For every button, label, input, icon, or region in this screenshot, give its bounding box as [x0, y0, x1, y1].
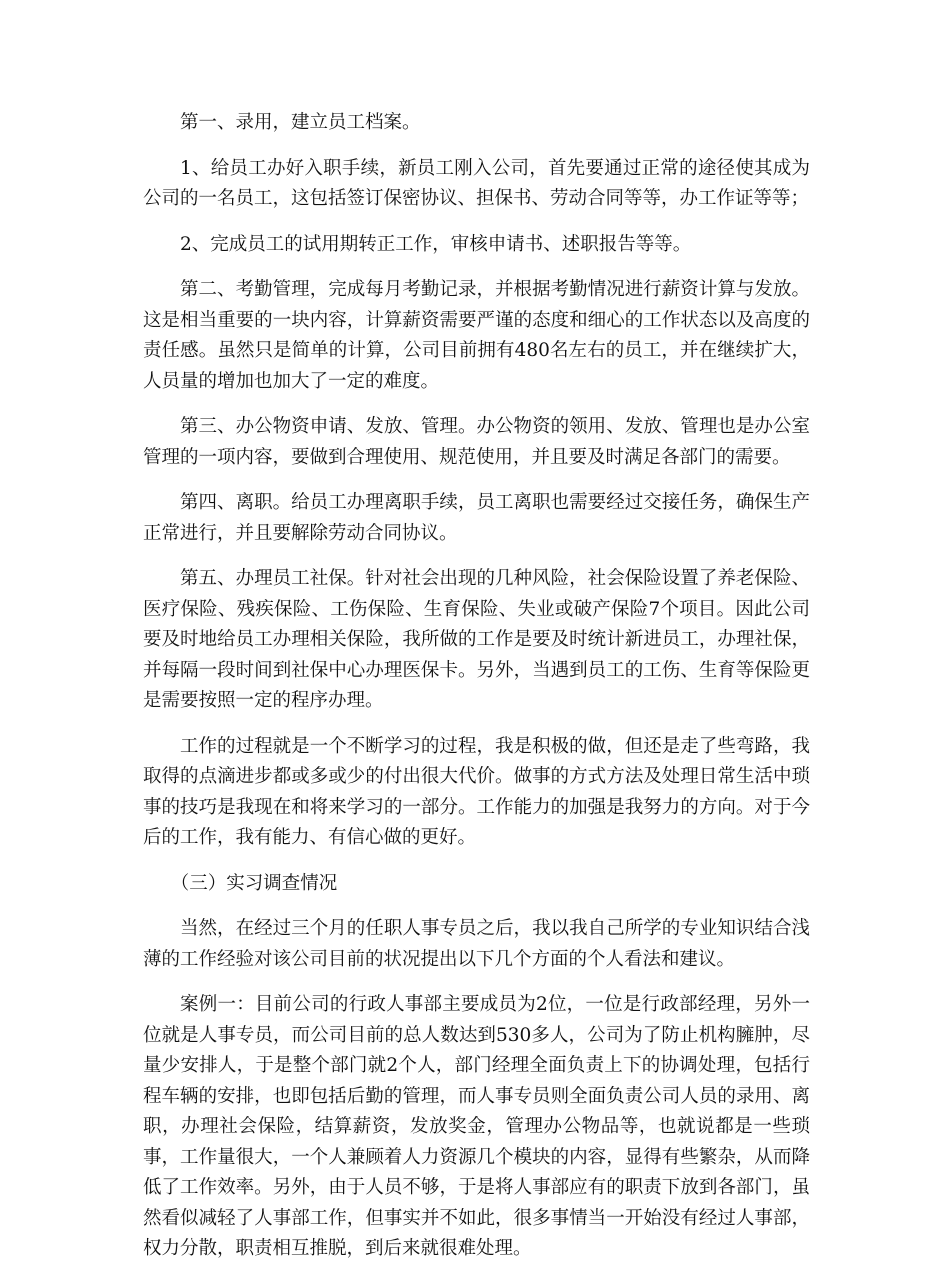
- paragraph-work-reflection: 工作的过程就是一个不断学习的过程，我是积极的做，但还是走了些弯路，我取得的点滴进步都或多或少的付出很大代价。做事的方式方法及处理日常生活中琐事的技巧是我现在和将来学习的一部分。工作能力的加强是我努力的方向。对于今后的工作，我有能力、有信心做的更好。: [143, 735, 810, 848]
- paragraph-onboarding: 1、给员工办好入职手续，新员工刚入公司，首先要通过正常的途径使其成为公司的一名员工，这包括签订保密协议、担保书、劳动合同等等，办工作证等等；: [143, 157, 810, 209]
- section-heading-internship-survey: （三）实习调查情况: [170, 872, 338, 894]
- paragraph-office-supplies: 第三、办公物资申请、发放、管理。办公物资的领用、发放、管理也是办公室管理的一项内容，要做到合理使用、规范使用，并且要及时满足各部门的需要。: [143, 416, 810, 468]
- paragraph-probation: 2、完成员工的试用期转正工作，审核申请书、述职报告等等。: [180, 233, 692, 255]
- paragraph-resignation: 第四、离职。给员工办理离职手续，员工离职也需要经过交接任务，确保生产正常进行，并且要解除劳动合同协议。: [143, 492, 810, 544]
- paragraph-section-one-heading: 第一、录用，建立员工档案。: [180, 112, 421, 133]
- document-body: [143, 108, 810, 1280]
- paragraph-social-insurance: 第五、办理员工社保。针对社会出现的几种风险，社会保险设置了养老保险、医疗保险、残疾保险、工伤保险、生育保险、失业或破产保险7个项目。因此公司要及时地给员工办理相关保险，我所做的工作是要及时统计新进员工，办理社保，并每隔一段时间到社保中心办理医保卡。另外，当遇到员工的工伤、生育等保险更是需要按照一定的程序办理。: [143, 568, 810, 711]
- paragraph-attendance: 第二、考勤管理，完成每月考勤记录，并根据考勤情况进行薪资计算与发放。这是相当重要的一块内容，计算薪资需要严谨的态度和细心的工作状态以及高度的责任感。虽然只是简单的计算，公司目前拥有480名左右的员工，并在继续扩大，人员量的增加也加大了一定的难度。: [143, 279, 810, 392]
- paragraph-survey-intro: 当然，在经过三个月的任职人事专员之后，我以我自己所学的专业知识结合浅薄的工作经验对该公司目前的状况提出以下几个方面的个人看法和建议。: [143, 918, 810, 970]
- paragraph-case-one: 案例一：目前公司的行政人事部主要成员为2位，一位是行政部经理，另外一位就是人事专员，而公司目前的总人数达到530多人，公司为了防止机构臃肿，尽量少安排人，于是整个部门就2个人，部门经理全面负责上下的协调处理，包括行程车辆的安排，也即包括后勤的管理，而人事专员则全面负责公司人员的录用、离职，办理社会保险，结算薪资，发放奖金，管理办公物品等，也就说都是一些琐事，工作量很大，一个人兼顾着人力资源几个模块的内容，显得有些繁杂，从而降低了工作效率。另外，由于人员不够，于是将人事部应有的职责下放到各部门，虽然看似减轻了人事部工作，但事实并不如此，很多事情当一开始没有经过人事部，权力分散，职责相互推脱，到后来就很难处理。: [143, 994, 810, 1259]
